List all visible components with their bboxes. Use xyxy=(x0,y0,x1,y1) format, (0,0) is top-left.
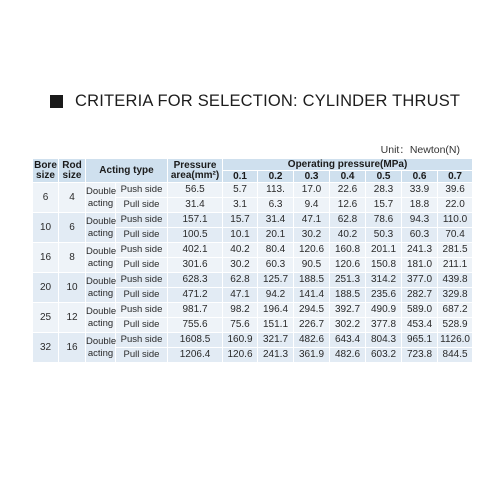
thrust-value-cell: 47.1 xyxy=(223,288,258,303)
table-row xyxy=(33,303,473,318)
header-pressure-0.3: 0.3 xyxy=(294,171,330,183)
bullet-square-icon xyxy=(50,95,63,108)
table-row xyxy=(33,273,473,288)
side-cell: Pull side xyxy=(116,258,168,273)
thrust-value-cell: 12.6 xyxy=(330,198,366,213)
thrust-value-cell: 47.1 xyxy=(294,213,330,228)
thrust-value-cell: 589.0 xyxy=(402,303,438,318)
thrust-value-cell: 120.6 xyxy=(330,258,366,273)
thrust-value-cell: 18.8 xyxy=(402,198,438,213)
acting-type-cell: Double acting xyxy=(86,333,116,363)
thrust-value-cell: 5.7 xyxy=(223,183,258,198)
thrust-value-cell: 965.1 xyxy=(402,333,438,348)
thrust-value-cell: 361.9 xyxy=(294,348,330,363)
side-cell: Push side xyxy=(116,183,168,198)
pressure-area-cell: 100.5 xyxy=(168,228,223,243)
thrust-value-cell: 196.4 xyxy=(258,303,294,318)
pressure-area-cell: 471.2 xyxy=(168,288,223,303)
pressure-area-cell: 31.4 xyxy=(168,198,223,213)
thrust-value-cell: 17.0 xyxy=(294,183,330,198)
thrust-table xyxy=(32,158,473,363)
thrust-value-cell: 125.7 xyxy=(258,273,294,288)
pressure-area-cell: 981.7 xyxy=(168,303,223,318)
table-row xyxy=(33,213,473,228)
bore-size-cell: 32 xyxy=(33,333,59,363)
header-pressure-0.6: 0.6 xyxy=(402,171,438,183)
thrust-value-cell: 120.6 xyxy=(294,243,330,258)
thrust-value-cell: 201.1 xyxy=(366,243,402,258)
thrust-value-cell: 844.5 xyxy=(438,348,473,363)
header-pressure-area: Pressure area(mm²) xyxy=(168,159,223,183)
thrust-value-cell: 188.5 xyxy=(294,273,330,288)
header-pressure-0.5: 0.5 xyxy=(366,171,402,183)
thrust-value-cell: 40.2 xyxy=(223,243,258,258)
table-row xyxy=(33,333,473,348)
header-pressure-0.2: 0.2 xyxy=(258,171,294,183)
thrust-value-cell: 10.1 xyxy=(223,228,258,243)
section-title: CRITERIA FOR SELECTION: CYLINDER THRUST xyxy=(75,92,461,110)
acting-type-cell: Double acting xyxy=(86,183,116,213)
side-cell: Push side xyxy=(116,303,168,318)
thrust-value-cell: 15.7 xyxy=(223,213,258,228)
pressure-area-cell: 402.1 xyxy=(168,243,223,258)
thrust-value-cell: 482.6 xyxy=(294,333,330,348)
side-cell: Pull side xyxy=(116,288,168,303)
side-cell: Pull side xyxy=(116,348,168,363)
thrust-value-cell: 321.7 xyxy=(258,333,294,348)
thrust-value-cell: 302.2 xyxy=(330,318,366,333)
thrust-value-cell: 31.4 xyxy=(258,213,294,228)
acting-type-cell: Double acting xyxy=(86,213,116,243)
thrust-value-cell: 39.6 xyxy=(438,183,473,198)
thrust-value-cell: 20.1 xyxy=(258,228,294,243)
side-cell: Pull side xyxy=(116,318,168,333)
header-pressure-0.1: 0.1 xyxy=(223,171,258,183)
header-pressure-0.7: 0.7 xyxy=(438,171,473,183)
thrust-value-cell: 723.8 xyxy=(402,348,438,363)
thrust-value-cell: 235.6 xyxy=(366,288,402,303)
thrust-value-cell: 294.5 xyxy=(294,303,330,318)
thrust-value-cell: 151.1 xyxy=(258,318,294,333)
thrust-value-cell: 329.8 xyxy=(438,288,473,303)
thrust-value-cell: 90.5 xyxy=(294,258,330,273)
thrust-value-cell: 226.7 xyxy=(294,318,330,333)
section-heading xyxy=(50,92,460,111)
thrust-value-cell: 241.3 xyxy=(258,348,294,363)
thrust-value-cell: 377.0 xyxy=(402,273,438,288)
table-body xyxy=(33,183,473,363)
thrust-value-cell: 188.5 xyxy=(330,288,366,303)
thrust-value-cell: 282.7 xyxy=(402,288,438,303)
thrust-value-cell: 643.4 xyxy=(330,333,366,348)
acting-type-cell: Double acting xyxy=(86,273,116,303)
rod-size-cell: 4 xyxy=(59,183,86,213)
thrust-value-cell: 94.3 xyxy=(402,213,438,228)
thrust-value-cell: 60.3 xyxy=(402,228,438,243)
thrust-value-cell: 80.4 xyxy=(258,243,294,258)
rod-size-cell: 16 xyxy=(59,333,86,363)
header-rod-size: Rod size xyxy=(59,159,86,183)
side-cell: Pull side xyxy=(116,228,168,243)
thrust-value-cell: 160.9 xyxy=(223,333,258,348)
header-bore-size: Bore size xyxy=(34,159,57,181)
rod-size-cell: 12 xyxy=(59,303,86,333)
thrust-value-cell: 377.8 xyxy=(366,318,402,333)
thrust-value-cell: 50.3 xyxy=(366,228,402,243)
pressure-area-cell: 301.6 xyxy=(168,258,223,273)
pressure-area-cell: 755.6 xyxy=(168,318,223,333)
side-cell: Push side xyxy=(116,213,168,228)
thrust-value-cell: 281.5 xyxy=(438,243,473,258)
thrust-value-cell: 113. xyxy=(258,183,294,198)
rod-size-cell: 6 xyxy=(59,213,86,243)
thrust-value-cell: 804.3 xyxy=(366,333,402,348)
side-cell: Push side xyxy=(116,243,168,258)
thrust-value-cell: 120.6 xyxy=(223,348,258,363)
thrust-value-cell: 687.2 xyxy=(438,303,473,318)
acting-type-cell: Double acting xyxy=(86,243,116,273)
side-cell: Push side xyxy=(116,333,168,348)
table-row xyxy=(33,183,473,198)
thrust-value-cell: 110.0 xyxy=(438,213,473,228)
thrust-value-cell: 15.7 xyxy=(366,198,402,213)
thrust-value-cell: 251.3 xyxy=(330,273,366,288)
pressure-area-cell: 628.3 xyxy=(168,273,223,288)
thrust-value-cell: 3.1 xyxy=(223,198,258,213)
side-cell: Push side xyxy=(116,273,168,288)
thrust-value-cell: 22.6 xyxy=(330,183,366,198)
thrust-value-cell: 1126.0 xyxy=(438,333,473,348)
thrust-value-cell: 141.4 xyxy=(294,288,330,303)
header-acting-type: Acting type xyxy=(86,159,168,183)
thrust-value-cell: 62.8 xyxy=(223,273,258,288)
thrust-value-cell: 453.4 xyxy=(402,318,438,333)
thrust-value-cell: 603.2 xyxy=(366,348,402,363)
thrust-value-cell: 9.4 xyxy=(294,198,330,213)
bore-size-cell: 10 xyxy=(33,213,59,243)
thrust-value-cell: 70.4 xyxy=(438,228,473,243)
table-row xyxy=(33,243,473,258)
bore-size-cell: 25 xyxy=(33,303,59,333)
thrust-value-cell: 30.2 xyxy=(223,258,258,273)
bore-size-cell: 20 xyxy=(33,273,59,303)
header-operating-pressure: Operating pressure(MPa) xyxy=(223,159,473,171)
thrust-value-cell: 62.8 xyxy=(330,213,366,228)
pressure-area-cell: 157.1 xyxy=(168,213,223,228)
bore-size-cell: 6 xyxy=(33,183,59,213)
rod-size-cell: 8 xyxy=(59,243,86,273)
thrust-value-cell: 40.2 xyxy=(330,228,366,243)
thrust-value-cell: 314.2 xyxy=(366,273,402,288)
thrust-value-cell: 392.7 xyxy=(330,303,366,318)
thrust-value-cell: 98.2 xyxy=(223,303,258,318)
thrust-value-cell: 78.6 xyxy=(366,213,402,228)
thrust-value-cell: 22.0 xyxy=(438,198,473,213)
rod-size-cell: 10 xyxy=(59,273,86,303)
thrust-value-cell: 482.6 xyxy=(330,348,366,363)
acting-type-cell: Double acting xyxy=(86,303,116,333)
header-pressure-0.4: 0.4 xyxy=(330,171,366,183)
pressure-area-cell: 56.5 xyxy=(168,183,223,198)
thrust-value-cell: 33.9 xyxy=(402,183,438,198)
thrust-value-cell: 181.0 xyxy=(402,258,438,273)
unit-label: Unit：Newton(N) xyxy=(380,144,460,156)
pressure-area-cell: 1206.4 xyxy=(168,348,223,363)
thrust-value-cell: 6.3 xyxy=(258,198,294,213)
thrust-value-cell: 160.8 xyxy=(330,243,366,258)
pressure-area-cell: 1608.5 xyxy=(168,333,223,348)
side-cell: Pull side xyxy=(116,198,168,213)
thrust-value-cell: 60.3 xyxy=(258,258,294,273)
thrust-value-cell: 439.8 xyxy=(438,273,473,288)
thrust-value-cell: 528.9 xyxy=(438,318,473,333)
thrust-value-cell: 94.2 xyxy=(258,288,294,303)
thrust-value-cell: 211.1 xyxy=(438,258,473,273)
thrust-value-cell: 30.2 xyxy=(294,228,330,243)
thrust-value-cell: 75.6 xyxy=(223,318,258,333)
thrust-value-cell: 490.9 xyxy=(366,303,402,318)
thrust-value-cell: 150.8 xyxy=(366,258,402,273)
thrust-value-cell: 28.3 xyxy=(366,183,402,198)
thrust-value-cell: 241.3 xyxy=(402,243,438,258)
bore-size-cell: 16 xyxy=(33,243,59,273)
